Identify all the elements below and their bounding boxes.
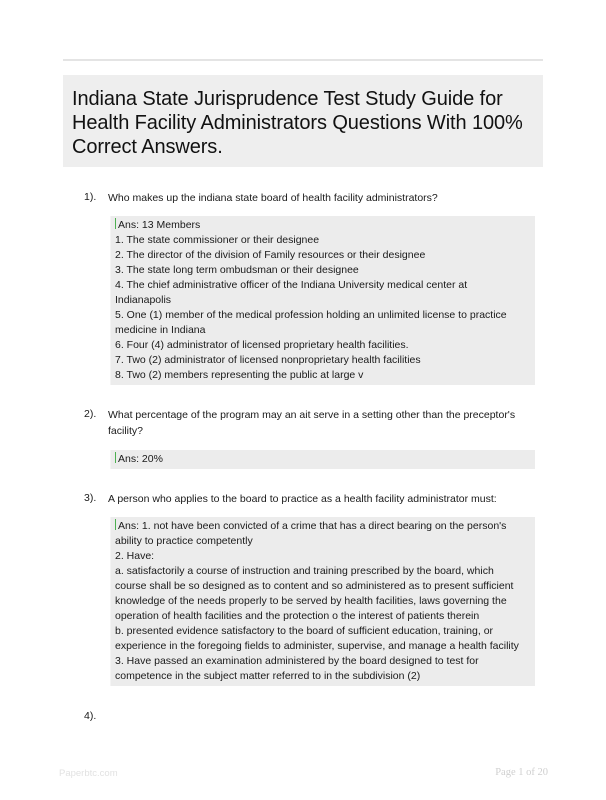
- answer-line: 5. One (1) member of the medical profession holding an unlimited license to practice: [115, 309, 507, 321]
- top-divider: [63, 59, 543, 61]
- title-banner: [63, 75, 543, 167]
- answer-line: competence in the subject matter referred to in the subdivision (2): [115, 670, 421, 682]
- question-text: Who makes up the indiana state board of health facility administrators?: [108, 192, 438, 204]
- answer-line: 3. The state long term ombudsman or their designee: [115, 264, 359, 276]
- answer-line: 2. The director of the division of Family resources or their designee: [115, 249, 426, 261]
- answer-line: 3. Have passed an examination administered by the board designed to test for: [115, 655, 479, 667]
- answer-line: b. presented evidence satisfactory to the board of sufficient education, training, or: [115, 625, 494, 637]
- answer-box-1: [110, 216, 535, 385]
- answer-line: 2. Have:: [115, 550, 155, 562]
- answer-line: a. satisfactorily a course of instruction and training prescribed by the board, which: [115, 565, 494, 577]
- answer-line: ability to practice competently: [115, 535, 253, 547]
- question-number: 2).: [84, 408, 97, 420]
- answer-line: course shall be so designed as to content and so administered as to present sufficient: [115, 580, 514, 592]
- answer-line: knowledge of the needs properly to be served by health facilities, laws governing the: [115, 595, 507, 607]
- answer-line: 7. Two (2) administrator of licensed nonproprietary health facilities: [115, 354, 421, 366]
- page-indicator: Page 1 of 20: [495, 767, 548, 778]
- answer-line: operation of health facilities and the protection o the interest of patients therein: [115, 610, 480, 622]
- answer-line: 8. Two (2) members representing the public at large v: [115, 369, 364, 381]
- footer-watermark: Paperbtc.com: [59, 768, 118, 779]
- answer-line: 4. The chief administrative officer of the Indiana University medical center at: [115, 279, 468, 291]
- answer-line: Ans: 20%: [115, 452, 530, 467]
- answer-line: 6. Four (4) administrator of licensed proprietary health facilities.: [115, 339, 409, 351]
- answer-box-3: [110, 517, 535, 686]
- answer-line: medicine in Indiana: [115, 324, 206, 336]
- answer-line: Ans: 1. not have been convicted of a crime that has a direct bearing on the person's: [115, 519, 530, 534]
- answer-line: Ans: 13 Members: [115, 218, 530, 233]
- answer-line: experience in the foregoing fields to administer, supervise, and manage a health facility: [115, 640, 519, 652]
- question-text: What percentage of the program may an ait serve in a setting other than the preceptor's facility?: [108, 409, 516, 437]
- answer-box-2: [110, 450, 535, 469]
- page-title: Indiana State Jurisprudence Test Study Guide for Health Facility Administrators Questions With 100% Correct Answers.: [72, 88, 523, 158]
- question-number: 4).: [84, 710, 97, 722]
- answer-line: 1. The state commissioner or their designee: [115, 234, 320, 246]
- question-text: A person who applies to the board to practice as a health facility administrator must:: [108, 493, 497, 505]
- question-number: 3).: [84, 492, 97, 504]
- question-number: 1).: [84, 191, 97, 203]
- answer-line: Indianapolis: [115, 294, 172, 306]
